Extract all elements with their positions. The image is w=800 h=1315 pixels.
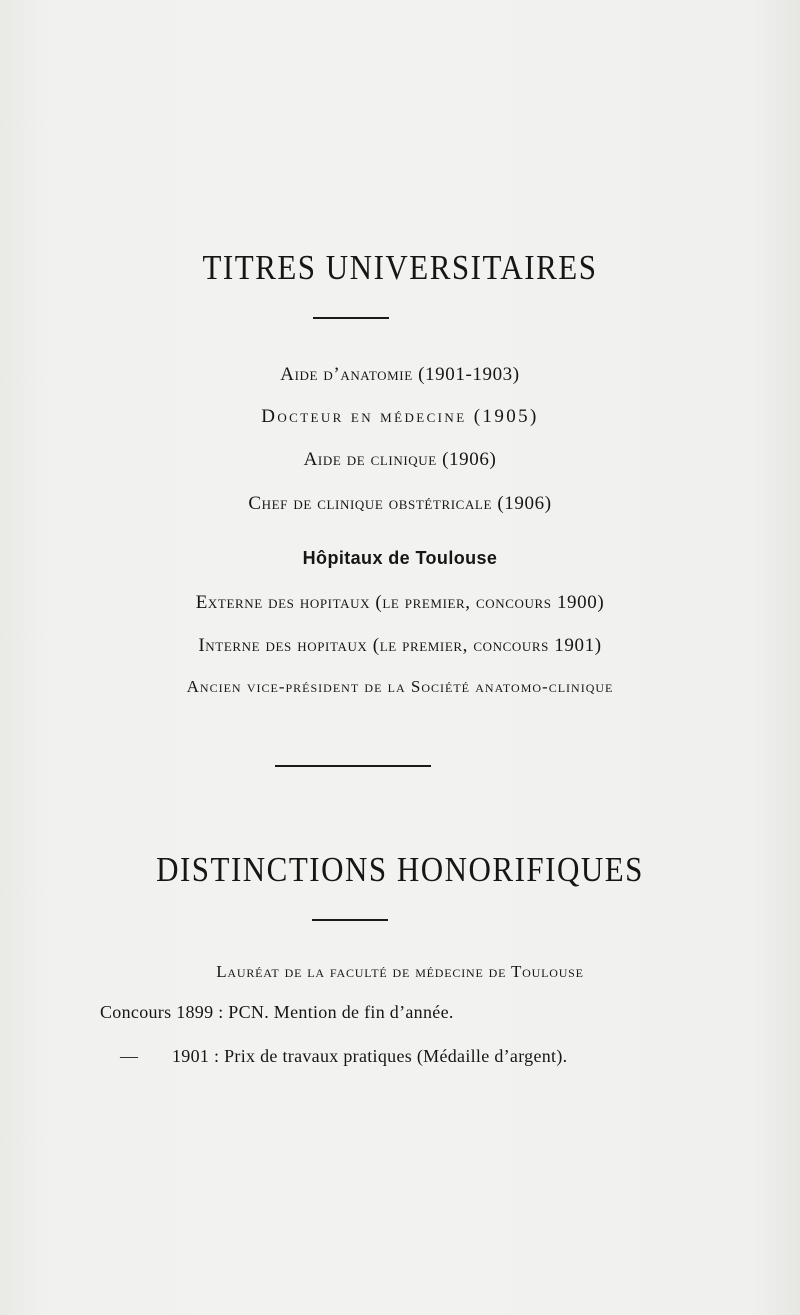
section-title-distinctions: DISTINCTIONS HONORIFIQUES <box>156 849 644 890</box>
list-item: Aide d’anatomie (1901-1903) <box>280 364 520 385</box>
section-title-titres: TITRES UNIVERSITAIRES <box>202 247 598 288</box>
list-item: Interne des hopitaux (le premier, concours 1901) <box>198 635 602 656</box>
list-item: Externe des hopitaux (le premier, concours 1900) <box>195 592 605 613</box>
section-divider <box>275 765 431 767</box>
list-item: Chef de clinique obstétricale (1906) <box>248 493 552 514</box>
title-underline <box>313 317 389 319</box>
title-underline <box>312 919 388 921</box>
concours-1901: 1901 : Prix de travaux pratiques (Médaille d’argent). <box>172 1046 568 1066</box>
list-item: Docteur en médecine (1905) <box>261 406 539 427</box>
laureat-line: Lauréat de la faculté de médecine de Toulouse <box>216 962 584 981</box>
ditto-dash: — <box>120 1046 139 1066</box>
list-item: Ancien vice-président de la Société anatomo-clinique <box>186 677 614 696</box>
concours-1899: Concours 1899 : PCN. Mention de fin d’année. <box>100 1002 454 1022</box>
subheading-hopitaux: Hôpitaux de Toulouse <box>302 548 498 568</box>
list-item: Aide de clinique (1906) <box>303 449 497 470</box>
